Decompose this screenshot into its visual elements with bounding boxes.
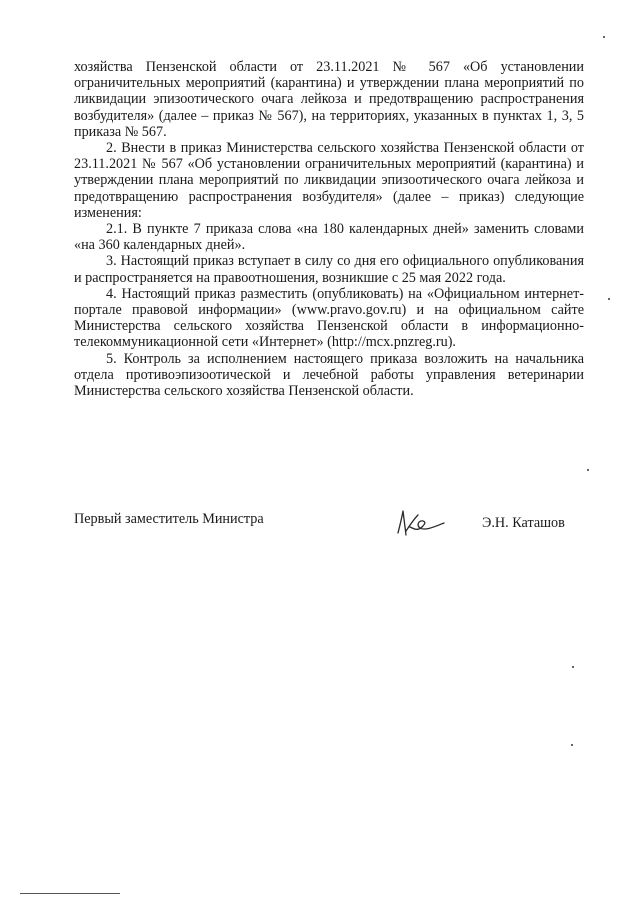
scan-speck <box>603 36 605 38</box>
scan-speck <box>587 469 589 471</box>
paragraph-item-5: 5. Контроль за исполнением настоящего приказа возложить на начальника отдела противоэпизоотической и лечебной работы управления ветеринарии Министерства сельского хозяйства Пензенской области. <box>74 350 584 400</box>
signer-name: Э.Н. Каташов <box>482 515 565 531</box>
footer-divider <box>20 893 120 894</box>
signature-block <box>74 507 584 541</box>
scan-speck <box>572 666 574 668</box>
paragraph-item-4: 4. Настоящий приказ разместить (опубликовать) на «Официальном интернет-портале правовой информации» (www.pravo.gov.ru) и на официальном сайте Министерства сельского хозяйства Пензенской области в информационно-телекоммуникационной сети «Интернет» (http://mcx.pnzreg.ru). <box>74 285 584 351</box>
document-body <box>74 59 584 399</box>
scan-speck <box>571 744 573 746</box>
paragraph-item-2: 2. Внести в приказ Министерства сельского хозяйства Пензенской области от 23.11.2021 № 567 «Об установлении ограничительных мероприятий (карантина) и утверждении плана мероприятий по ликвидации эпизоотического очага лейкоза и предотвращению распространения возбудителя» (далее – приказ) следующие изменения: <box>74 140 584 221</box>
scan-speck <box>608 298 610 300</box>
paragraph-continuation: хозяйства Пензенской области от 23.11.2021 № 567 «Об установлении ограничительных мероприятий (карантина) и утверждении плана мероприятий по ликвидации эпизоотического очага лейкоза и предотвращению распространения возбудителя» (далее – приказ № 567), на территориях, указанных в пунктах 1, 3, 5 приказа № 567. <box>74 59 584 140</box>
signer-position: Первый заместитель Министра <box>74 511 264 527</box>
paragraph-item-2-1: 2.1. В пункте 7 приказа слова «на 180 календарных дней» заменить словами «на 360 календарных дней». <box>74 221 584 254</box>
paragraph-item-3: 3. Настоящий приказ вступает в силу со дня его официального опубликования и распространяется на правоотношения, возникшие с 25 мая 2022 года. <box>74 253 584 286</box>
handwritten-signature-icon <box>392 507 450 539</box>
